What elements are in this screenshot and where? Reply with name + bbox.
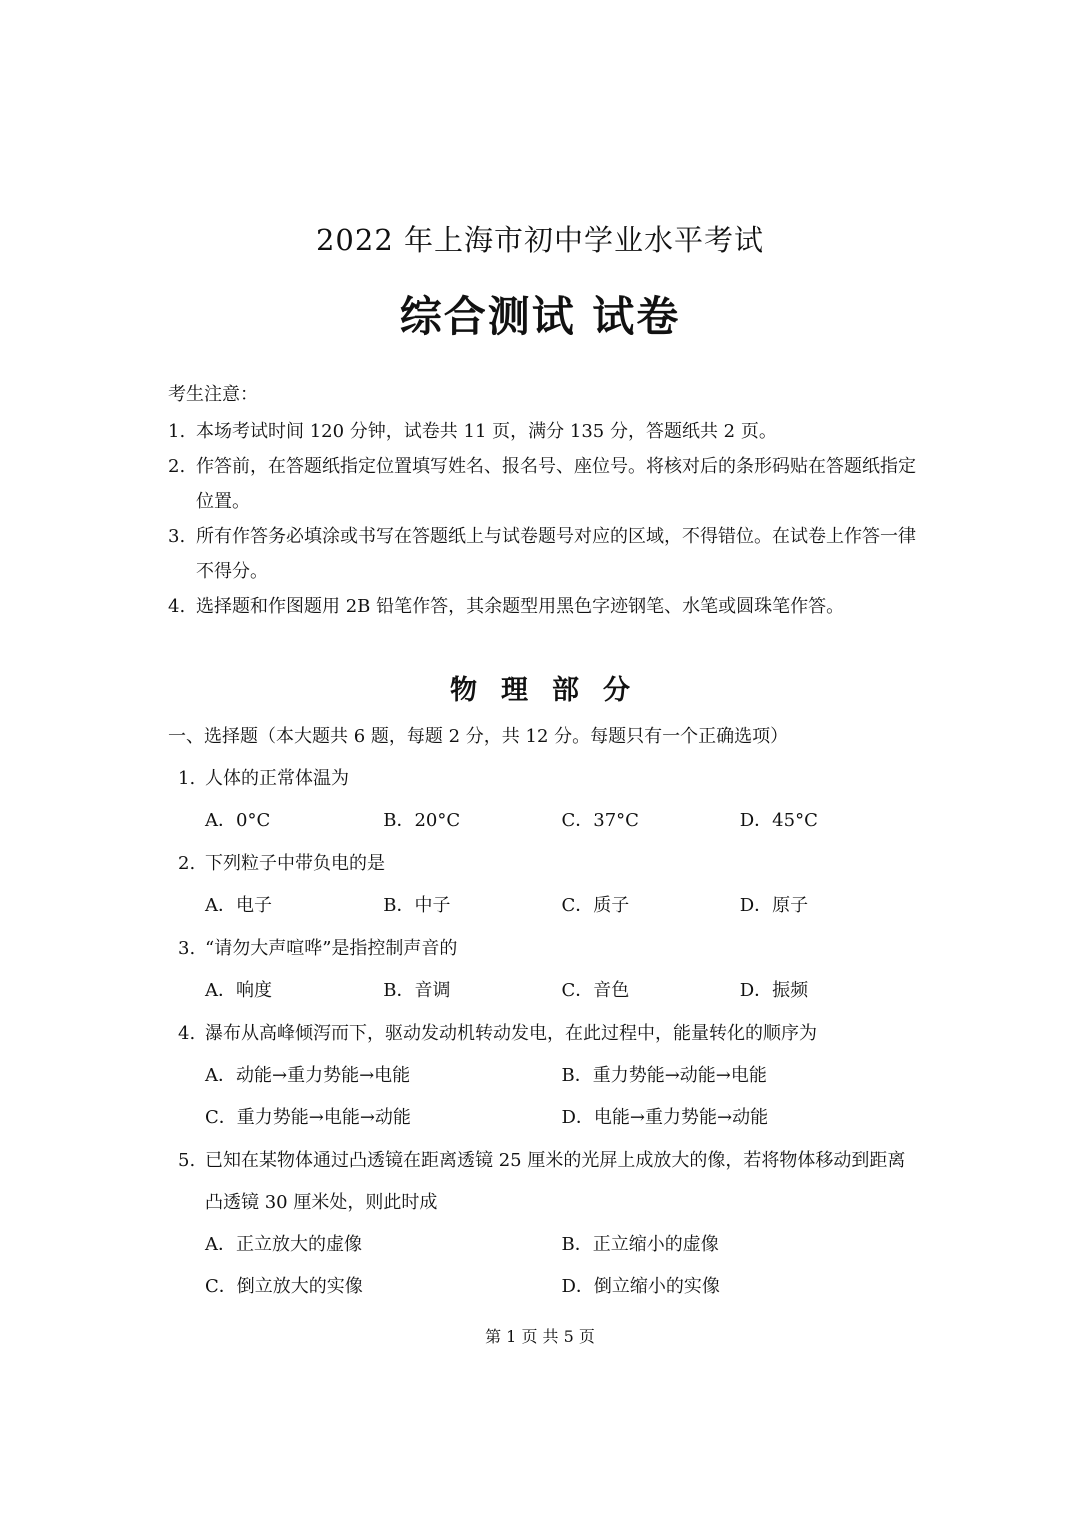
option-c: C．音色 bbox=[561, 980, 630, 1001]
option-a: A．0°C bbox=[205, 810, 271, 831]
question-stem bbox=[178, 843, 918, 885]
question-text: 已知在某物体通过凸透镜在距离透镜 25 厘米的光屏上成放大的像，若将物体移动到距离凸透镜 30 厘米处，则此时成 bbox=[205, 1150, 906, 1213]
question-number: 5. bbox=[178, 1150, 196, 1171]
question-1 bbox=[178, 758, 918, 842]
question-3 bbox=[178, 928, 918, 1012]
notice-heading: 考生注意： bbox=[168, 384, 258, 405]
option-c: C．重力势能→电能→动能 bbox=[205, 1107, 411, 1128]
question-number: 1. bbox=[178, 768, 196, 789]
option-d: D．原子 bbox=[739, 895, 809, 916]
question-number: 4. bbox=[178, 1023, 196, 1044]
option-d: D．振频 bbox=[739, 980, 809, 1001]
option-b: B．中子 bbox=[383, 895, 451, 916]
option-c: C．质子 bbox=[561, 895, 630, 916]
option-b: B．重力势能→动能→电能 bbox=[561, 1065, 767, 1086]
notice-item bbox=[168, 519, 928, 589]
question-5 bbox=[178, 1140, 918, 1308]
notice-number: 1. bbox=[168, 421, 186, 442]
question-number: 2. bbox=[178, 853, 196, 874]
option-b: B．正立缩小的虚像 bbox=[561, 1234, 719, 1255]
options-row bbox=[178, 1224, 918, 1266]
question-text: 人体的正常体温为 bbox=[205, 768, 349, 789]
notice-text: 作答前，在答题纸指定位置填写姓名、报名号、座位号。将核对后的条形码贴在答题纸指定位置。 bbox=[196, 456, 916, 512]
question-2 bbox=[178, 843, 918, 927]
option-d: D．45°C bbox=[739, 810, 818, 831]
question-stem bbox=[178, 1013, 918, 1055]
exam-subtitle: 综合测试 试卷 bbox=[399, 292, 681, 341]
notice-number: 2. bbox=[168, 456, 186, 477]
options-row bbox=[178, 970, 918, 1012]
option-c: C．倒立放大的实像 bbox=[205, 1276, 363, 1297]
notice-number: 3. bbox=[168, 526, 186, 547]
notice-text: 所有作答务必填涂或书写在答题纸上与试卷题号对应的区域，不得错位。在试卷上作答一律不得分。 bbox=[196, 526, 916, 582]
question-4 bbox=[178, 1013, 918, 1139]
question-text: 下列粒子中带负电的是 bbox=[205, 853, 385, 874]
exam-title: 2022 年上海市初中学业水平考试 bbox=[315, 223, 765, 257]
option-a: A．正立放大的虚像 bbox=[205, 1234, 362, 1255]
options-row bbox=[178, 800, 918, 842]
option-d: D．电能→重力势能→动能 bbox=[561, 1107, 769, 1128]
notice-item bbox=[168, 449, 928, 519]
question-number: 3. bbox=[178, 938, 196, 959]
options-row bbox=[178, 885, 918, 927]
notice-list bbox=[168, 414, 928, 624]
page-number-footer: 第 1 页 共 5 页 bbox=[485, 1327, 595, 1346]
notice-text: 本场考试时间 120 分钟，试卷共 11 页，满分 135 分，答题纸共 2 页。 bbox=[196, 421, 777, 442]
question-text: “请勿大声喧哗”是指控制声音的 bbox=[205, 938, 458, 959]
option-a: A．电子 bbox=[205, 895, 272, 916]
notice-text: 选择题和作图题用 2B 铅笔作答，其余题型用黑色字迹钢笔、水笔或圆珠笔作答。 bbox=[196, 596, 845, 617]
option-a: A．动能→重力势能→电能 bbox=[205, 1065, 411, 1086]
notice-number: 4. bbox=[168, 596, 186, 617]
option-d: D．倒立缩小的实像 bbox=[561, 1276, 720, 1297]
question-text: 瀑布从高峰倾泻而下，驱动发动机转动发电，在此过程中，能量转化的顺序为 bbox=[205, 1023, 817, 1044]
question-stem bbox=[178, 758, 918, 800]
options-row bbox=[178, 1266, 918, 1308]
options-row bbox=[178, 1055, 918, 1097]
option-b: B．20°C bbox=[383, 810, 461, 831]
option-a: A．响度 bbox=[205, 980, 272, 1001]
option-b: B．音调 bbox=[383, 980, 451, 1001]
section-title: 物理部分 bbox=[450, 675, 654, 706]
question-stem bbox=[178, 1140, 918, 1224]
part-heading: 一、选择题（本大题共 6 题，每题 2 分，共 12 分。每题只有一个正确选项） bbox=[168, 726, 789, 747]
option-c: C．37°C bbox=[561, 810, 639, 831]
notice-item bbox=[168, 589, 928, 624]
notice-item bbox=[168, 414, 928, 449]
question-stem bbox=[178, 928, 918, 970]
options-row bbox=[178, 1097, 918, 1139]
